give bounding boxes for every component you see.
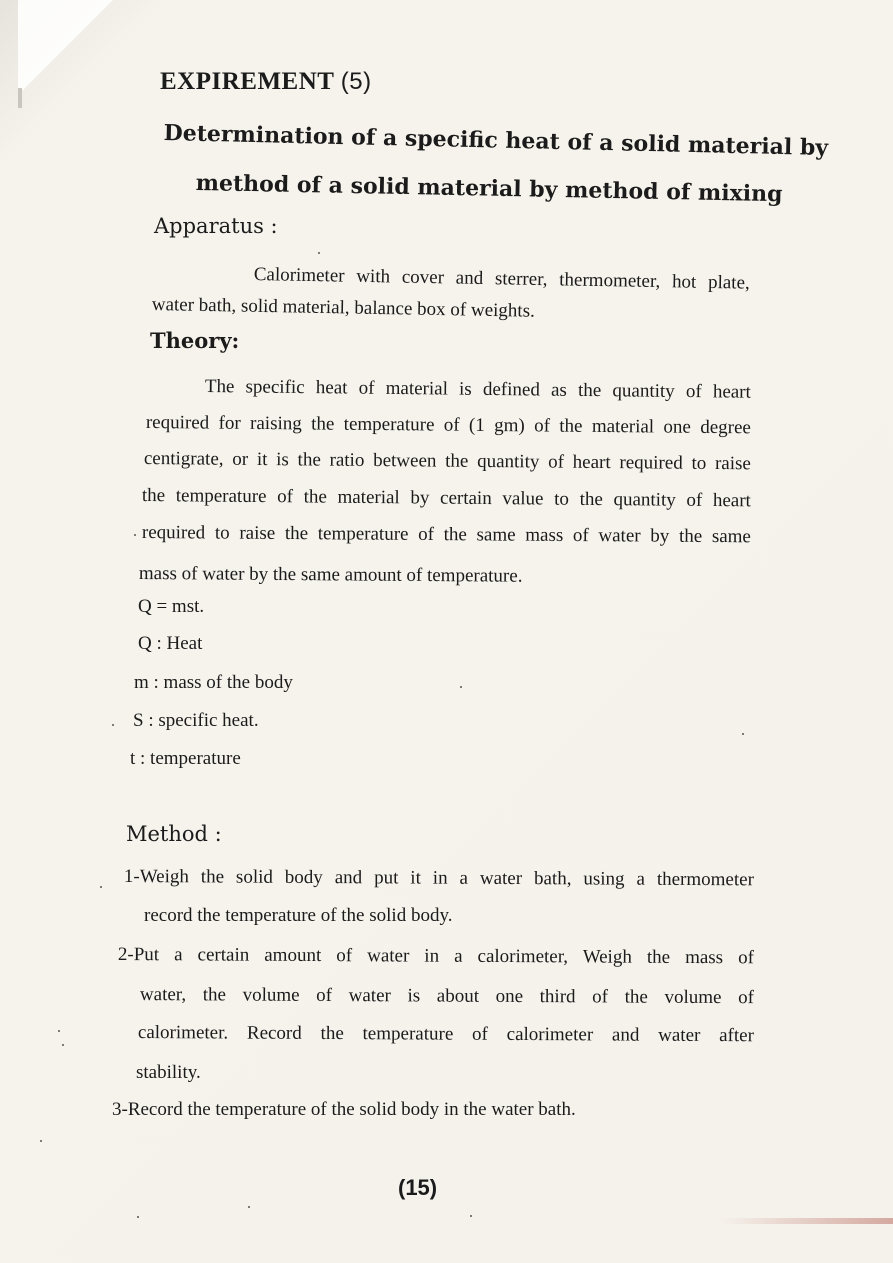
scan-speck: [100, 886, 102, 888]
theory-line-3: centigrate, or it is the ratio between the quantity of heart required to raise: [143, 448, 751, 475]
method-step3-line1: 3-Record the temperature of the solid body in the water bath.: [112, 1099, 576, 1120]
theory-line-6: mass of water by the same amount of temperature.: [138, 563, 523, 587]
scan-speck: [58, 1030, 60, 1032]
scan-speck: [318, 252, 320, 254]
apparatus-heading: Apparatus :: [154, 214, 278, 238]
scan-speck: [62, 1044, 64, 1046]
definition-heat: Q : Heat: [138, 633, 203, 654]
theory-line-5: required to raise the temperature of the same mass of water by the same: [141, 522, 751, 548]
apparatus-line1: Calorimeter with cover and sterrer, thermometer, hot plate,: [253, 264, 750, 294]
experiment-subtitle-line1: Determination of a specific heat of a solid material by: [163, 120, 829, 162]
scan-speck: [248, 1206, 250, 1208]
definition-specific-heat: S : specific heat.: [133, 710, 259, 731]
scan-speck: [742, 733, 744, 735]
method-step1-line1: 1-Weigh the solid body and put it in a water bath, using a thermometer: [123, 866, 754, 891]
folded-corner: [18, 0, 113, 95]
experiment-title-text: EXPIREMENT: [160, 68, 335, 95]
scan-speck: [137, 1216, 139, 1218]
method-step2-line4: stability.: [136, 1062, 201, 1083]
method-step1-line2: record the temperature of the solid body.: [144, 905, 453, 926]
theory-heading: Theory:: [150, 328, 240, 353]
method-step2-line1: 2-Put a certain amount of water in a calorimeter, Weigh the mass of: [117, 944, 754, 969]
scan-speck: [134, 534, 136, 536]
theory-formula: Q = mst.: [138, 596, 205, 617]
experiment-title: [160, 68, 372, 96]
scan-speck: [112, 724, 114, 726]
definition-mass: m : mass of the body: [134, 672, 293, 693]
definition-temperature: t : temperature: [130, 748, 241, 769]
theory-line-1: The specific heat of material is defined as the quantity of heart: [204, 376, 751, 403]
scan-speck: [460, 686, 462, 688]
corner-edge: [18, 88, 22, 108]
theory-line-2: required for raising the temperature of (1 gm) of the material one degree: [145, 412, 751, 439]
scan-speck: [470, 1215, 472, 1217]
experiment-number: (5): [340, 68, 372, 95]
page-number: (15): [398, 1175, 438, 1200]
apparatus-line2: water bath, solid material, balance box of weights.: [151, 294, 535, 322]
method-step2-line3: calorimeter. Record the temperature of calorimeter and water after: [137, 1022, 754, 1047]
theory-line-4: the temperature of the material by certain value to the quantity of heart: [141, 485, 751, 512]
experiment-subtitle-line2: method of a solid material by method of mixing: [195, 170, 783, 208]
method-step2-line2: water, the volume of water is about one third of the volume of: [139, 984, 754, 1009]
page-edge-shadow: [720, 1218, 893, 1224]
scan-speck: [40, 1140, 42, 1142]
method-heading: Method :: [126, 822, 222, 846]
